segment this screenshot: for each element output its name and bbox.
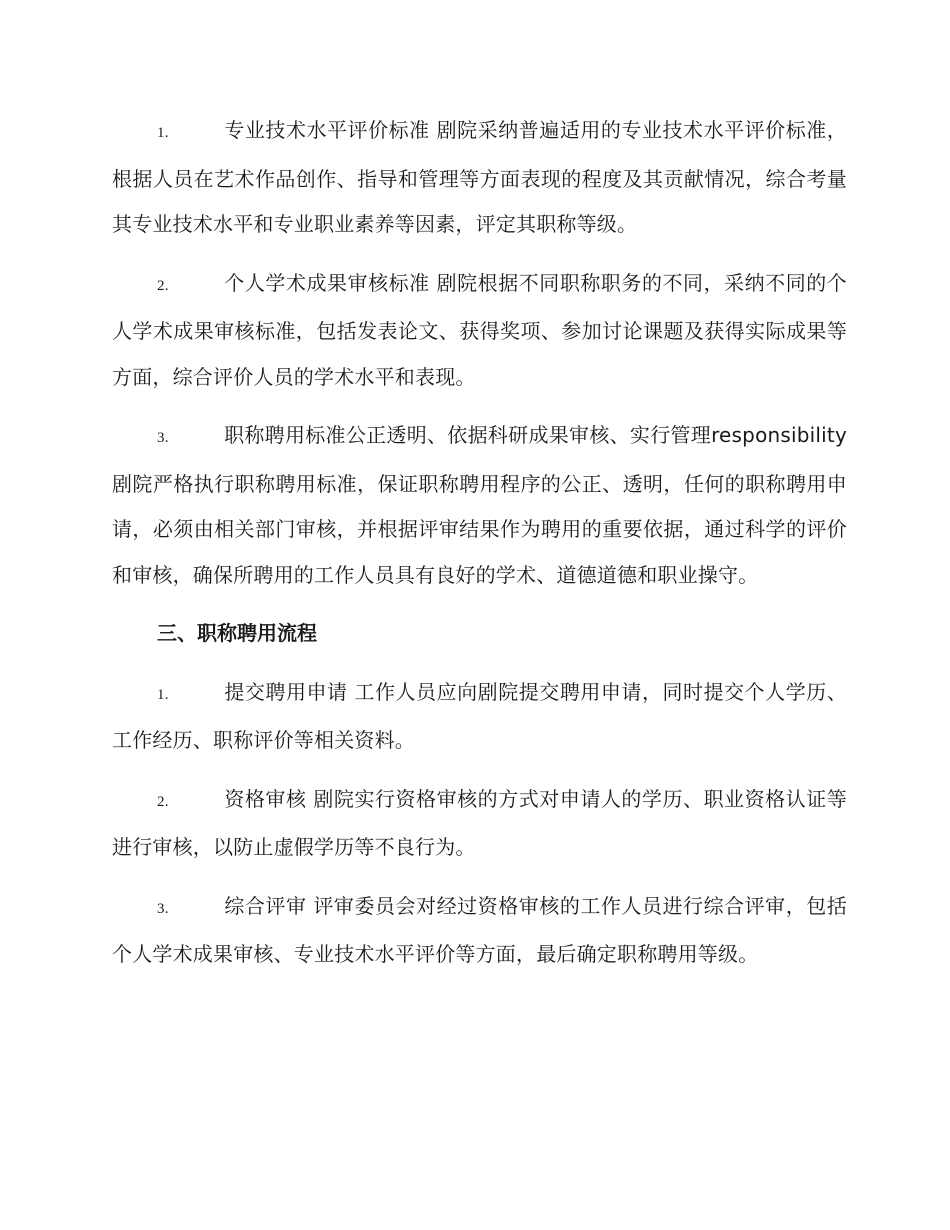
item-number: 3.	[157, 900, 169, 917]
item-text: 职称聘用标准公正透明、依据科研成果审核、实行管理responsibility 剧院严格执行职称聘用标准，保证职称聘用程序的公正、透明，任何的职称聘用申请，必须由相关部门审核，并根据评审结果作为聘用的重要依据，通过科学的评价和审核，确保所聘用的工作人员具有良好的学术、道德道德和职业操守。	[112, 423, 847, 587]
item-text: 综合评审 评审委员会对经过资格审核的工作人员进行综合评审，包括个人学术成果审核、专业技术水平评价等方面，最后确定职称聘用等级。	[112, 893, 847, 966]
criteria-item-2	[112, 261, 847, 401]
criteria-item-1	[112, 108, 847, 248]
item-number: 1.	[157, 125, 169, 141]
item-number: 1.	[157, 686, 169, 703]
process-step-1	[112, 670, 847, 764]
item-text: 资格审核 剧院实行资格审核的方式对申请人的学历、职业资格认证等进行审核，以防止虚假学历等不良行为。	[112, 786, 847, 859]
item-text: 专业技术水平评价标准 剧院采纳普遍适用的专业技术水平评价标准，根据人员在艺术作品创作、指导和管理等方面表现的程度及其贡献情况，综合考量其专业技术水平和专业职业素养等因素，评定其职称等级。	[112, 118, 847, 236]
process-step-3	[112, 884, 847, 978]
item-number: 2.	[157, 277, 169, 294]
item-text: 提交聘用申请 工作人员应向剧院提交聘用申请，同时提交个人学历、工作经历、职称评价等相关资料。	[112, 679, 847, 752]
process-step-2	[112, 777, 847, 871]
section-heading: 三、职称聘用流程	[157, 621, 317, 645]
item-text: 个人学术成果审核标准 剧院根据不同职称职务的不同，采纳不同的个人学术成果审核标准，包括发表论文、获得奖项、参加讨论课题及获得实际成果等方面，综合评价人员的学术水平和表现。	[112, 270, 847, 389]
criteria-item-3	[112, 413, 847, 598]
document-page	[112, 108, 847, 991]
item-number: 3.	[157, 430, 169, 446]
item-number: 2.	[157, 793, 169, 810]
